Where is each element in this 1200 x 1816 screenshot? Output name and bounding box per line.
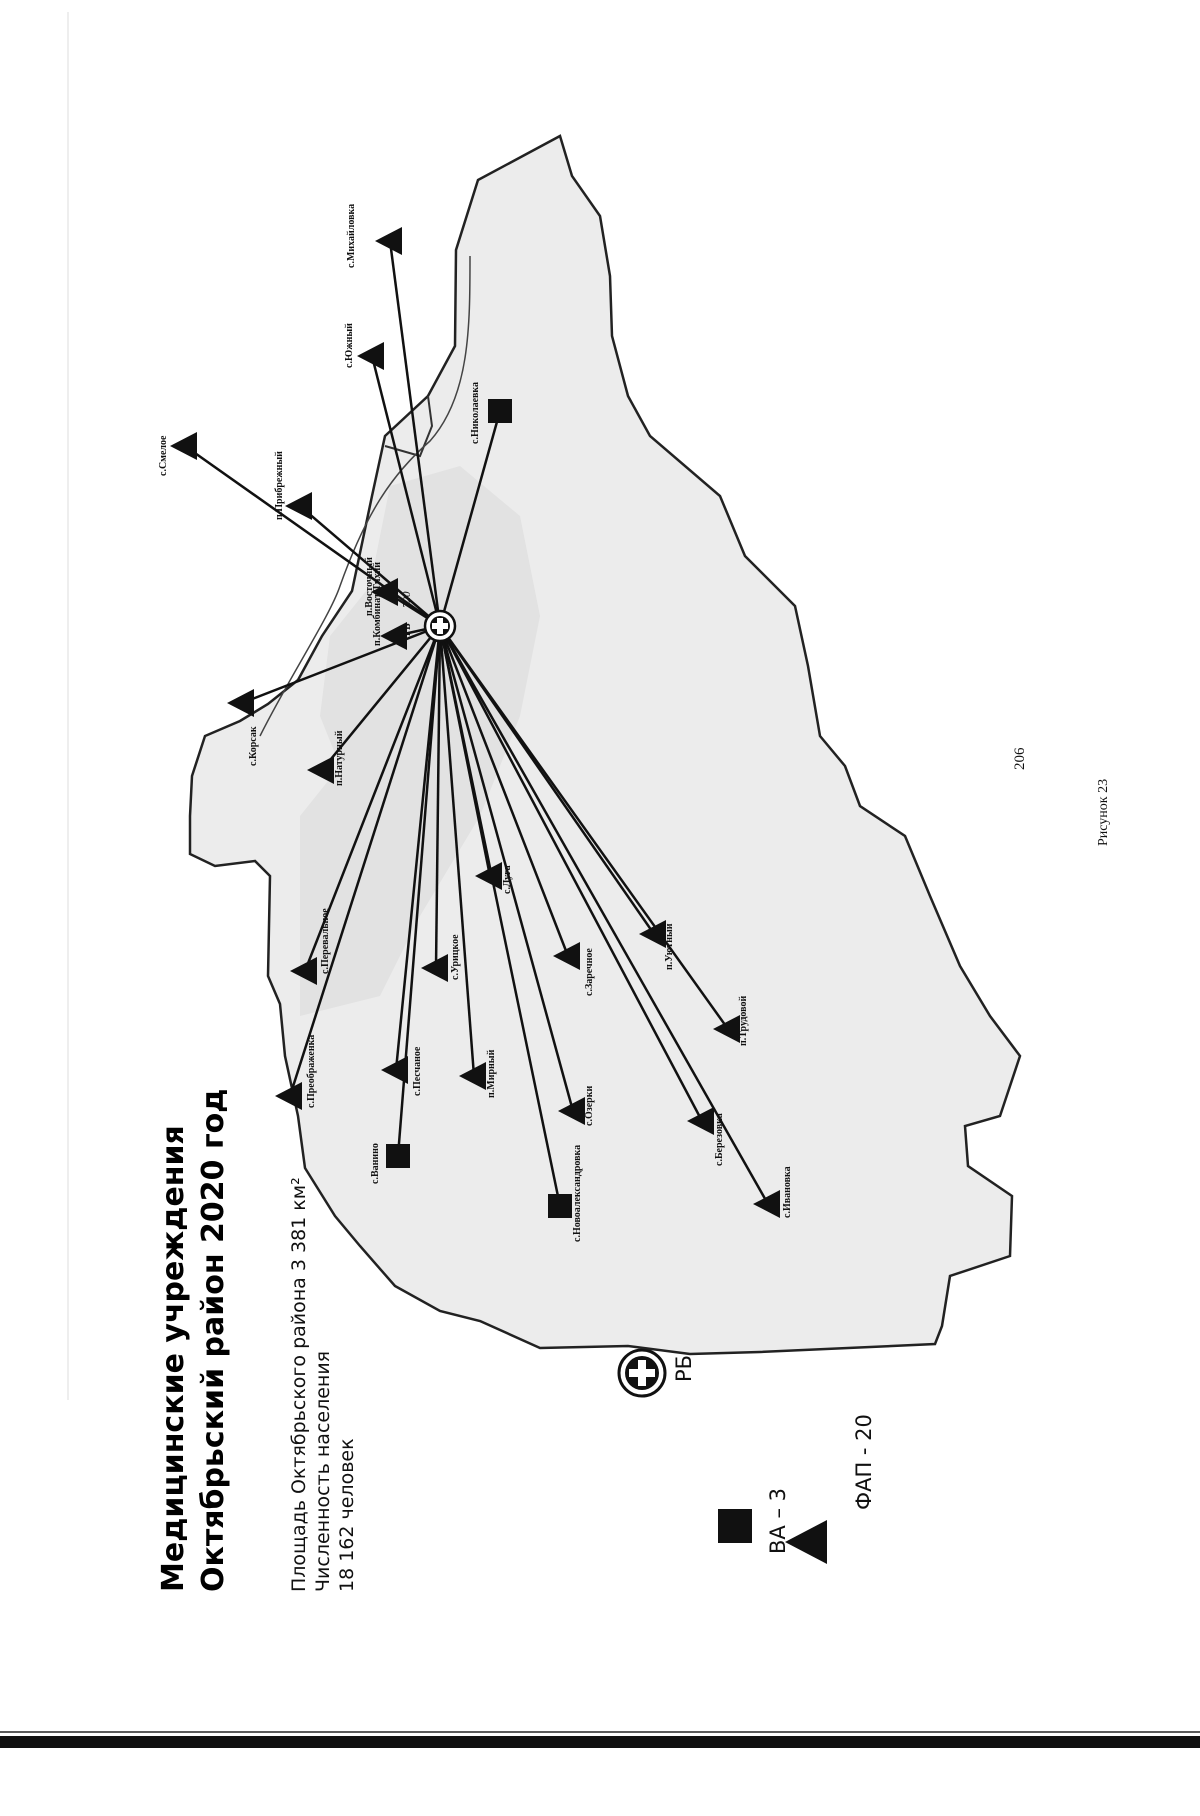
facility-label: с.Урицкое (450, 934, 461, 980)
facility-label: с.Преображенка (306, 1034, 317, 1108)
facility-label: п.Трудовой (738, 995, 749, 1046)
title-line-2: Октябрьский район 2020 год (196, 1088, 231, 1592)
rb-hub-label: РБ (402, 623, 413, 636)
facility-label: с.Ивановка (782, 1166, 793, 1218)
fap-marker (357, 342, 384, 370)
facility-label: п.Прибрежный (274, 451, 285, 520)
facility-label: с.Перевальное (320, 908, 331, 974)
facility-label: с.Смелое (158, 435, 169, 476)
facility-label: с.Южный (344, 323, 355, 368)
facility-label: п.Уютный (664, 923, 675, 970)
figure-caption: Рисунок 23 (1096, 778, 1111, 846)
facility-label: п.Натурный (334, 730, 345, 786)
fap-marker (275, 1082, 302, 1110)
facility-label: с.Песчаное (412, 1046, 423, 1096)
va-marker (488, 399, 512, 423)
facility-label: с.Березовка (714, 1113, 725, 1166)
legend-va-label: ВА – 3 (766, 1488, 790, 1554)
fap-marker (375, 227, 402, 255)
district-boundary (190, 136, 1020, 1354)
facility-label: с.Николаевка (470, 381, 481, 444)
rb-hub-cross-h (437, 618, 443, 634)
page-number: 206 (1012, 747, 1028, 770)
title-line-1: Медицинские учреждения (156, 1125, 191, 1592)
fap-marker (227, 689, 254, 717)
legend-fap-label: ФАП - 20 (852, 1414, 876, 1510)
area-text: Площадь Октябрьского района 3 381 км² (288, 1177, 310, 1592)
facility-label: п.Восточный (364, 557, 375, 616)
facility-label: с.Заречное (584, 948, 595, 996)
va-marker (386, 1144, 410, 1168)
facility-label: с.Корсак (248, 726, 259, 766)
population-label: Численность населения (312, 1350, 334, 1592)
facility-label: с.Михайловка (346, 203, 357, 268)
facility-label: с.Озерки (584, 1085, 595, 1126)
fap-marker (170, 432, 197, 460)
legend-rb-label: РБ (672, 1354, 696, 1382)
facility-label: с.Луга (502, 865, 513, 894)
facility-label: с.Новоалександровка (572, 1144, 583, 1242)
facility-label: п.Мирный (486, 1049, 497, 1098)
va-marker (548, 1194, 572, 1218)
facility-label: п.Комбинат Тихий (372, 561, 383, 646)
rb-hub-distance: 720 (401, 591, 413, 608)
facility-label: с.Ванино (370, 1143, 381, 1184)
population-value: 18 162 человек (336, 1438, 358, 1592)
fap-marker (285, 492, 312, 520)
